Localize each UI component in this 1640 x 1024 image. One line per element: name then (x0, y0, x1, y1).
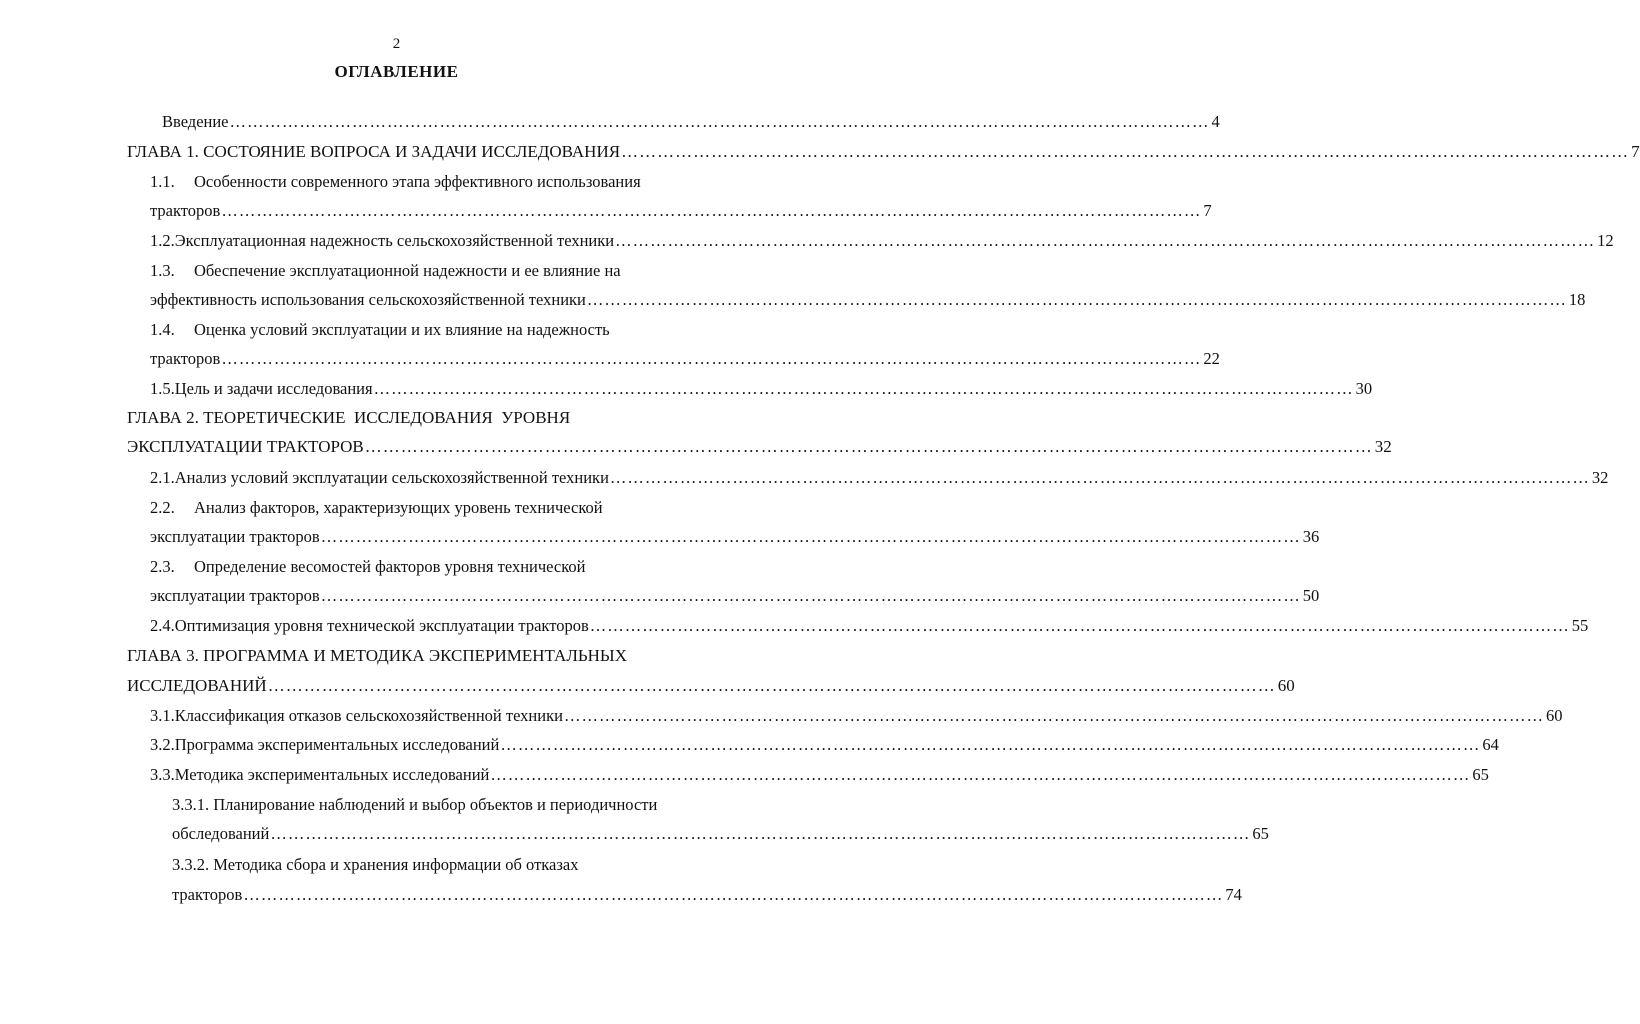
toc-text: обследований (172, 824, 270, 843)
toc-entry-chapter-3 (127, 644, 712, 668)
toc-number: 2.3. (150, 557, 175, 576)
toc-entry-chapter-3-cont (127, 674, 1295, 698)
toc-entry-2-2 (150, 496, 710, 520)
toc-text: эффективность использования сельскохозяйственной техники (150, 290, 586, 309)
toc-text: Оптимизация уровня технической эксплуатации тракторов (174, 616, 589, 635)
leader-dots: …………………………………………………………………………………………………………………………………………………… (320, 527, 1301, 546)
toc-text: Обеспечение эксплуатационной надежности и ее влияние на (194, 261, 621, 280)
toc-entry-1-4-cont (150, 347, 1220, 371)
leader-dots: …………………………………………………………………………………………………………………………………………………… (563, 706, 1544, 725)
leader-dots: …………………………………………………………………………………………………………………………………………………… (615, 231, 1596, 250)
toc-entry-2-3-cont (150, 584, 1320, 608)
leader-dots: …………………………………………………………………………………………………………………………………………………… (267, 676, 1276, 695)
leader-dots: …………………………………………………………………………………………………………………………………………………… (500, 735, 1481, 754)
leader-dots: …………………………………………………………………………………………………………………………………………………… (243, 885, 1224, 904)
toc-text: Программа экспериментальных исследований (174, 735, 500, 754)
toc-page: 74 (1225, 885, 1242, 904)
toc-entry-intro (162, 110, 1220, 134)
leader-dots: …………………………………………………………………………………………………………………………………………………… (270, 824, 1251, 843)
toc-entry-chapter-2-cont (127, 435, 1392, 459)
toc-entry-1-2 (150, 229, 1614, 253)
toc-entry-3-3-2-cont (172, 883, 1242, 907)
toc-entry-3-3-1-cont (172, 822, 1269, 846)
toc-page: 4 (1211, 112, 1220, 131)
toc-text: ГЛАВА 1. СОСТОЯНИЕ ВОПРОСА И ЗАДАЧИ ИССЛЕДОВАНИЯ (127, 142, 621, 161)
leader-dots: …………………………………………………………………………………………………………………………………………………… (221, 349, 1202, 368)
toc-text: Анализ условий эксплуатации сельскохозяйственной техники (174, 468, 609, 487)
toc-number: 3.1. (150, 706, 175, 725)
toc-page: 36 (1302, 527, 1320, 546)
page-title: ОГЛАВЛЕНИЕ (334, 62, 459, 81)
toc-page: 12 (1597, 231, 1614, 250)
toc-number: 2.2. (150, 498, 175, 517)
toc-text: тракторов (172, 885, 243, 904)
toc-entry-3-3-1 (172, 793, 717, 817)
toc-text: 3.3.1. Планирование наблюдений и выбор объектов и периодичности (172, 795, 658, 814)
toc-page: 18 (1568, 290, 1586, 309)
toc-page: 64 (1482, 735, 1499, 754)
toc-text: Методика экспериментальных исследований (174, 765, 490, 784)
leader-dots: …………………………………………………………………………………………………………………………………………………… (589, 616, 1570, 635)
toc-text: ГЛАВА 2. ТЕОРЕТИЧЕСКИЕ ИССЛЕДОВАНИЯ УРОВНЯ (127, 408, 571, 427)
leader-dots: …………………………………………………………………………………………………………………………………………………… (586, 290, 1567, 309)
toc-text: Классификация отказов сельскохозяйственной техники (174, 706, 563, 725)
toc-page: 32 (1591, 468, 1609, 487)
toc-text: ЭКСПЛУАТАЦИИ ТРАКТОРОВ (127, 437, 364, 456)
toc-text: тракторов (150, 349, 221, 368)
toc-entry-3-2 (150, 733, 1499, 757)
toc-number: 1.2. (150, 231, 175, 250)
toc-entry-3-3 (150, 763, 1489, 787)
leader-dots: …………………………………………………………………………………………………………………………………………………… (221, 201, 1202, 220)
toc-number: 3.2. (150, 735, 175, 754)
leader-dots: …………………………………………………………………………………………………………………………………………………… (364, 437, 1373, 456)
toc-text: Оценка условий эксплуатации и их влияние на надежность (194, 320, 610, 339)
leader-dots: …………………………………………………………………………………………………………………………………………………… (229, 112, 1210, 131)
toc-number: 2.4. (150, 616, 175, 635)
toc-page: 30 (1355, 379, 1373, 398)
toc-page: 65 (1252, 824, 1269, 843)
toc-number: 2.1. (150, 468, 175, 487)
leader-dots: …………………………………………………………………………………………………………………………………………………… (621, 142, 1630, 161)
toc-entry-chapter-1 (127, 140, 1640, 164)
toc-entry-1-4 (150, 318, 710, 342)
toc-entry-2-2-cont (150, 525, 1320, 549)
toc-entry-chapter-2 (127, 406, 712, 430)
toc-text: Цель и задачи исследования (174, 379, 373, 398)
toc-number: 1.3. (150, 261, 175, 280)
toc-text: ИССЛЕДОВАНИЙ (127, 676, 267, 695)
page-number: 2 (392, 36, 401, 52)
toc-entry-3-3-2 (172, 853, 712, 877)
toc-number: 1.1. (150, 172, 175, 191)
toc-page: 32 (1374, 437, 1392, 456)
toc-text: Особенности современного этапа эффективного использования (194, 172, 641, 191)
leader-dots: …………………………………………………………………………………………………………………………………………………… (320, 586, 1301, 605)
toc-entry-2-1 (150, 466, 1609, 490)
toc-entry-1-5 (150, 377, 1373, 401)
toc-entry-3-1 (150, 704, 1563, 728)
toc-page: 55 (1571, 616, 1589, 635)
toc-page: 7 (1631, 142, 1640, 161)
toc-page: 60 (1277, 676, 1295, 695)
toc-entry-1-3 (150, 259, 710, 283)
toc-number: 3.3. (150, 765, 175, 784)
toc-text: Введение (162, 112, 229, 131)
toc-entry-1-3-cont (150, 288, 1586, 312)
toc-text: Эксплуатационная надежность сельскохозяйственной техники (174, 231, 615, 250)
toc-entry-2-4 (150, 614, 1589, 638)
leader-dots: …………………………………………………………………………………………………………………………………………………… (373, 379, 1354, 398)
toc-number: 1.5. (150, 379, 175, 398)
toc-page: 7 (1203, 201, 1212, 220)
toc-entry-1-1 (150, 170, 710, 194)
toc-text: Анализ факторов, характеризующих уровень технической (194, 498, 603, 517)
toc-page: 65 (1472, 765, 1489, 784)
toc-page: 22 (1203, 349, 1220, 368)
toc-text: эксплуатации тракторов (150, 527, 320, 546)
toc-text: тракторов (150, 201, 221, 220)
toc-entry-2-3 (150, 555, 710, 579)
leader-dots: …………………………………………………………………………………………………………………………………………………… (490, 765, 1471, 784)
leader-dots: …………………………………………………………………………………………………………………………………………………… (609, 468, 1590, 487)
toc-text: 3.3.2. Методика сбора и хранения информации об отказах (172, 855, 579, 874)
toc-text: эксплуатации тракторов (150, 586, 320, 605)
toc-text: Определение весомостей факторов уровня технической (194, 557, 586, 576)
toc-text: ГЛАВА 3. ПРОГРАММА И МЕТОДИКА ЭКСПЕРИМЕНТАЛЬНЫХ (127, 646, 627, 665)
toc-page: 60 (1545, 706, 1563, 725)
toc-page: 50 (1302, 586, 1320, 605)
toc-entry-1-1-cont (150, 199, 1212, 223)
toc-number: 1.4. (150, 320, 175, 339)
